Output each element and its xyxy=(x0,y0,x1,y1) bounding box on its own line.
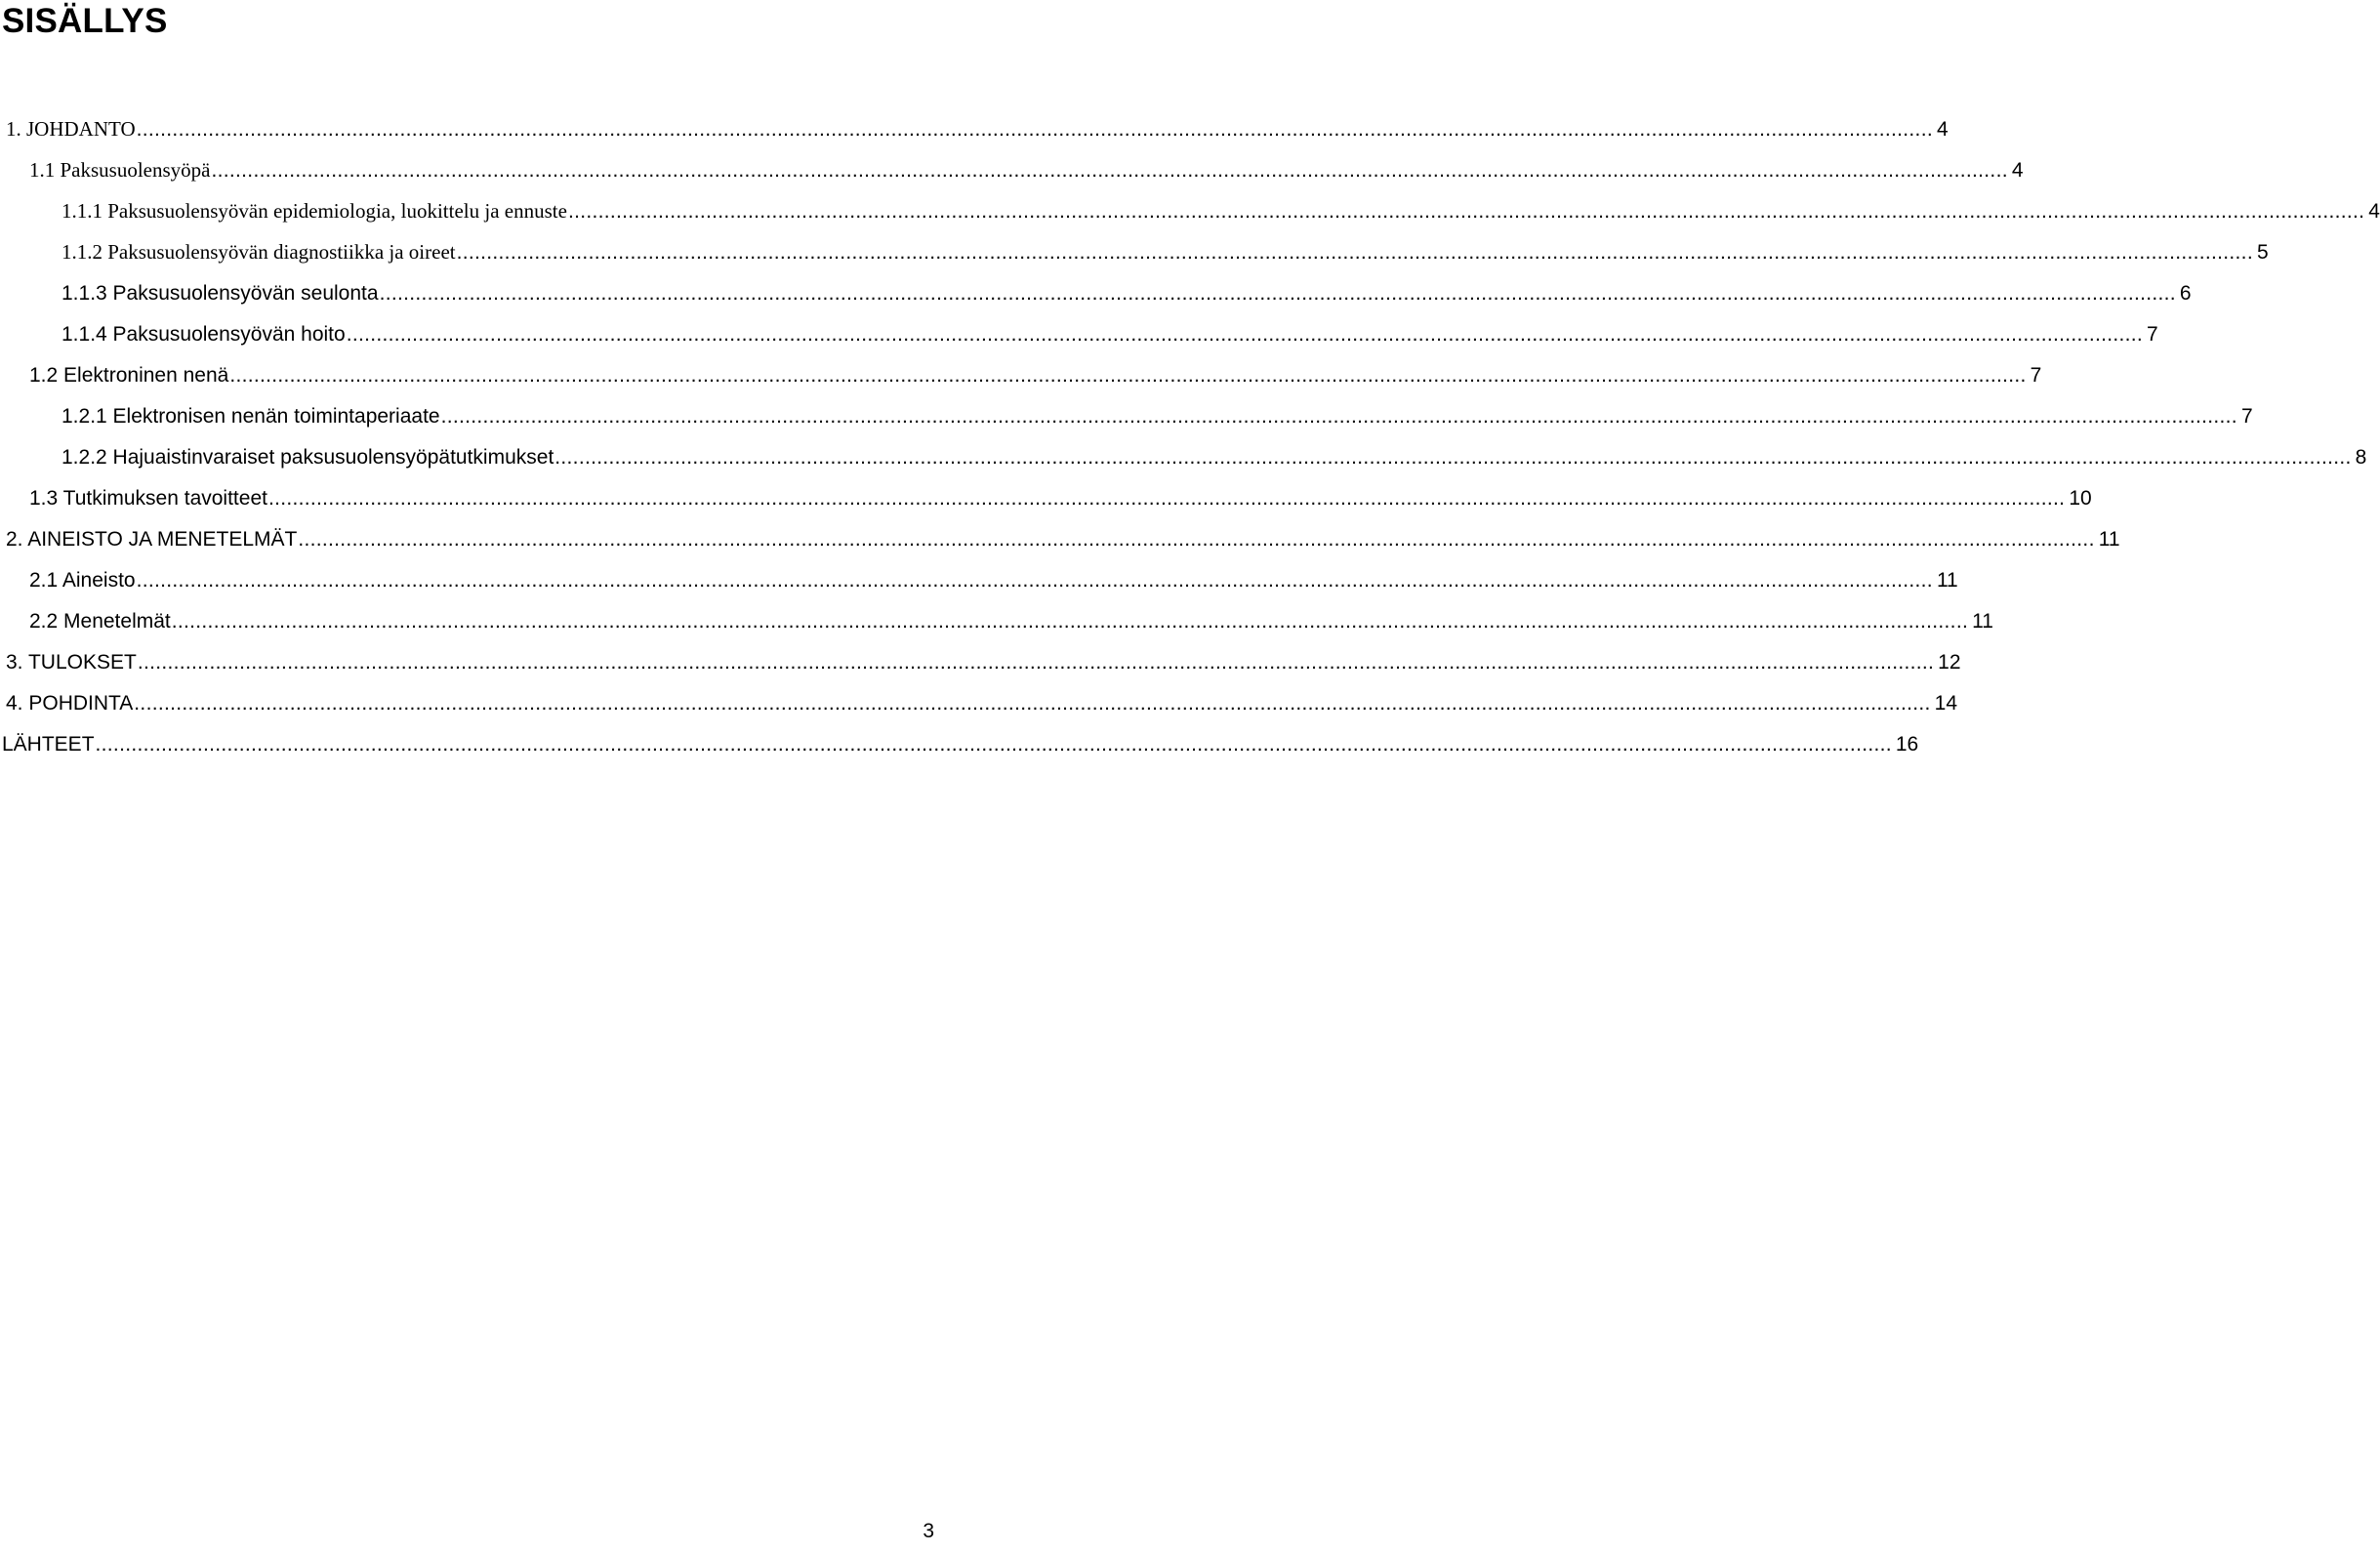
page-number: 3 xyxy=(923,1520,934,1542)
toc-entry-page: 4 xyxy=(2368,200,2380,223)
toc-dot-leader: ............................................................................................................................................................................................................................................................................................................ xyxy=(95,733,1892,756)
toc-entry-label: 1.2.1 Elektronisen nenän toimintaperiaate xyxy=(62,405,440,428)
toc-entry-page: 16 xyxy=(1895,733,1919,756)
toc-entry[interactable] xyxy=(0,715,1919,756)
toc-entry-page: 11 xyxy=(2098,528,2120,551)
toc-entry-page: 8 xyxy=(2355,446,2367,469)
toc-dot-leader: ............................................................................................................................................................................................................................................................................................................ xyxy=(440,405,2237,428)
toc-entry-label: 2.1 Aineisto xyxy=(29,569,136,592)
page-title: SISÄLLYS xyxy=(2,2,168,40)
toc-entry-page: 4 xyxy=(1936,118,1949,141)
toc-entry-label: 1.2.2 Hajuaistinvaraiset paksusuolensyöpätutkimukset xyxy=(62,446,554,469)
toc-dot-leader: ............................................................................................................................................................................................................................................................................................................ xyxy=(136,569,1933,592)
toc-dot-leader: ............................................................................................................................................................................................................................................................................................................ xyxy=(229,364,2027,387)
toc-entry-label: 1. JOHDANTO xyxy=(6,117,136,141)
toc-entry-page: 12 xyxy=(1938,651,1961,674)
toc-entry-label: LÄHTEET xyxy=(2,733,95,756)
toc-dot-leader: ............................................................................................................................................................................................................................................................................................................ xyxy=(267,487,2066,510)
toc-dot-leader: ............................................................................................................................................................................................................................................................................................................ xyxy=(211,159,2008,182)
toc-entry[interactable] xyxy=(0,674,1957,715)
toc-entry-page: 4 xyxy=(2011,159,2024,182)
toc-entry[interactable] xyxy=(0,306,2158,347)
toc-entry-label: 1.1.1 Paksusuolensyövän epidemiologia, luokittelu ja ennuste xyxy=(62,199,567,223)
toc-entry[interactable] xyxy=(0,470,2092,511)
toc-dot-leader: ............................................................................................................................................................................................................................................................................................................ xyxy=(456,241,2253,264)
toc-dot-leader: ............................................................................................................................................................................................................................................................................................................ xyxy=(136,118,1933,141)
toc-entry-label: 1.3 Tutkimuksen tavoitteet xyxy=(29,487,267,510)
toc-entry[interactable] xyxy=(0,388,2253,429)
toc-dot-leader: ............................................................................................................................................................................................................................................................................................................ xyxy=(379,282,2176,305)
table-of-contents xyxy=(0,101,2380,756)
toc-entry-page: 11 xyxy=(1936,569,1958,592)
toc-dot-leader: ............................................................................................................................................................................................................................................................................................................ xyxy=(554,446,2352,469)
toc-entry-page: 14 xyxy=(1934,692,1957,715)
toc-entry[interactable] xyxy=(0,224,2269,265)
toc-dot-leader: ............................................................................................................................................................................................................................................................................................................ xyxy=(137,651,1935,674)
toc-entry[interactable] xyxy=(0,347,2042,388)
toc-entry-label: 1.1.2 Paksusuolensyövän diagnostiikka ja oireet xyxy=(62,240,456,264)
toc-entry[interactable] xyxy=(0,511,2120,552)
toc-entry-page: 10 xyxy=(2069,487,2092,510)
toc-entry-page: 7 xyxy=(2240,405,2253,428)
toc-entry-label: 4. POHDINTA xyxy=(6,692,134,715)
toc-dot-leader: ............................................................................................................................................................................................................................................................................................................ xyxy=(171,610,1969,633)
toc-entry-label: 1.1.4 Paksusuolensyövän hoito xyxy=(62,323,346,346)
toc-entry-label: 1.1 Paksusuolensyöpä xyxy=(29,158,211,182)
toc-entry-page: 5 xyxy=(2256,241,2269,264)
toc-entry[interactable] xyxy=(0,265,2192,306)
toc-entry-label: 2. AINEISTO JA MENETELMÄT xyxy=(6,528,298,551)
toc-entry-page: 11 xyxy=(1972,610,1993,633)
toc-entry[interactable] xyxy=(0,633,1961,674)
toc-dot-leader: ............................................................................................................................................................................................................................................................................................................ xyxy=(134,692,1931,715)
toc-entry[interactable] xyxy=(0,101,1949,142)
toc-entry[interactable] xyxy=(0,429,2367,470)
toc-entry-label: 2.2 Menetelmät xyxy=(29,610,171,633)
toc-entry[interactable] xyxy=(0,183,2380,224)
toc-dot-leader: ............................................................................................................................................................................................................................................................................................................ xyxy=(298,528,2095,551)
toc-entry-page: 7 xyxy=(2030,364,2042,387)
toc-entry-page: 6 xyxy=(2179,282,2192,305)
toc-entry-label: 1.2 Elektroninen nenä xyxy=(29,364,229,387)
toc-entry-label: 1.1.3 Paksusuolensyövän seulonta xyxy=(62,282,379,305)
toc-entry-page: 7 xyxy=(2147,323,2158,346)
toc-entry-label: 3. TULOKSET xyxy=(6,651,137,674)
toc-entry[interactable] xyxy=(0,142,2024,183)
toc-entry[interactable] xyxy=(0,593,1993,633)
toc-dot-leader: ............................................................................................................................................................................................................................................................................................................ xyxy=(346,323,2144,346)
toc-dot-leader: ............................................................................................................................................................................................................................................................................................................ xyxy=(567,200,2365,223)
toc-entry[interactable] xyxy=(0,552,1958,593)
